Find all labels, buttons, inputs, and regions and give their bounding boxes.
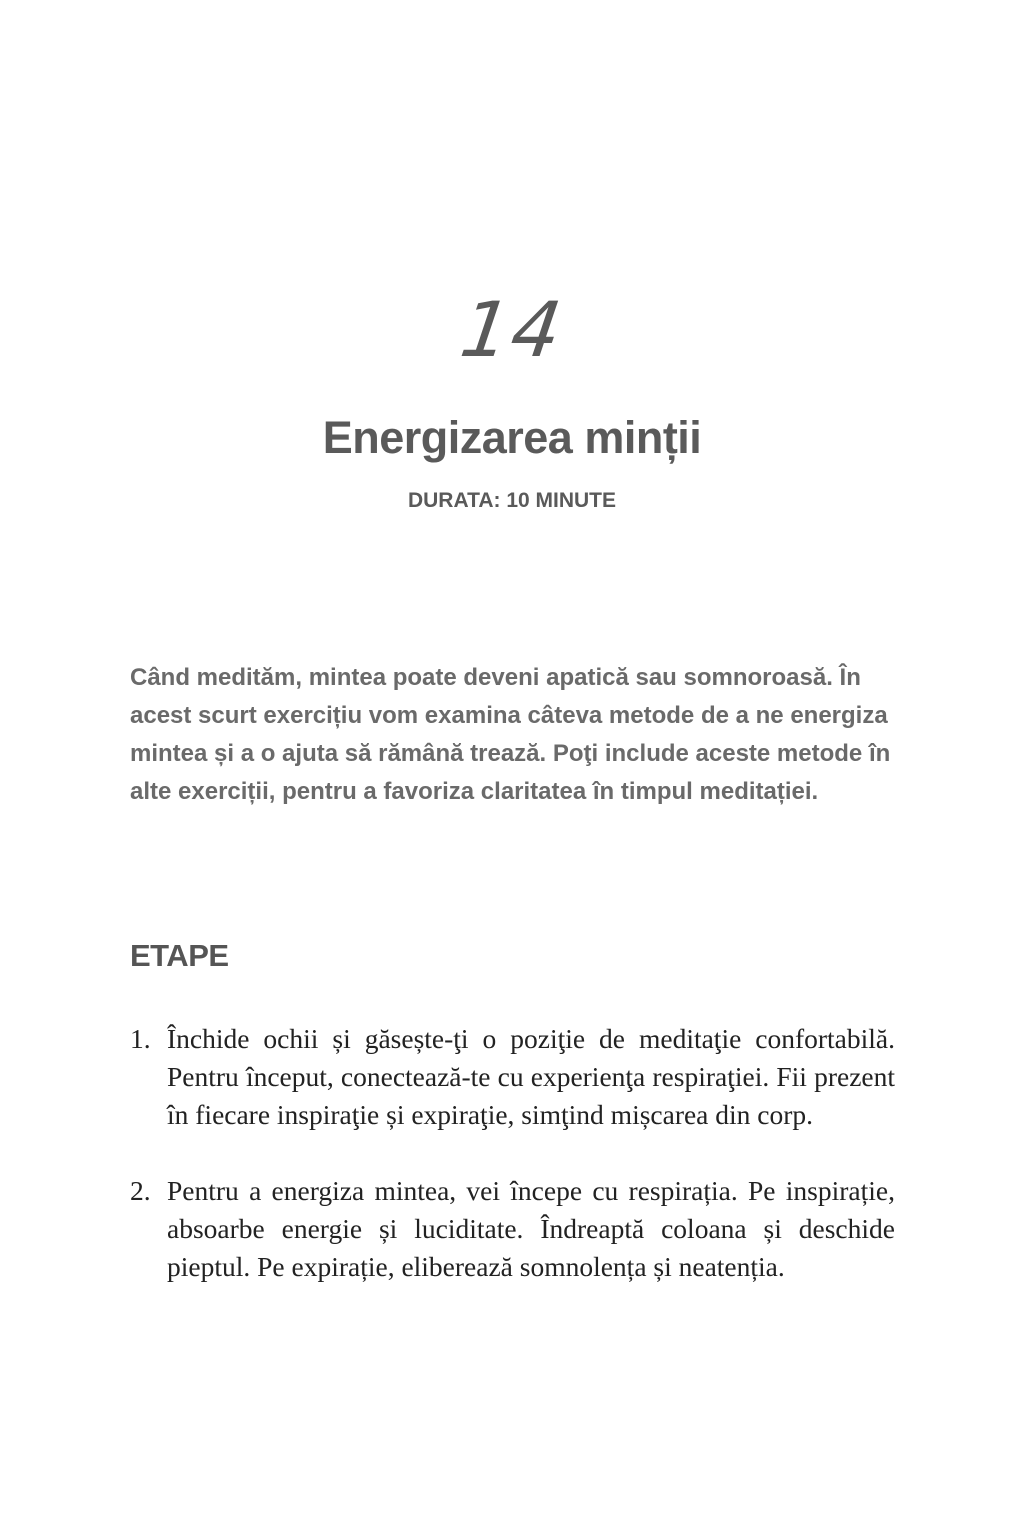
step-item-1 — [130, 1020, 895, 1134]
step-item-2 — [130, 1172, 895, 1286]
chapter-title: Energizarea minții — [322, 412, 702, 463]
step-text: Pentru a energiza mintea, vei începe cu respirația. Pe inspirație, absoarbe energie și luciditate. Îndreaptă coloana și deschide pieptul. Pe expirație, eliberează somnolența și neatenția. — [167, 1175, 895, 1282]
step-number: 2. — [130, 1175, 151, 1206]
chapter-duration: DURATA: 10 MINUTE — [407, 489, 617, 512]
steps-list — [130, 1020, 895, 1286]
steps-heading: ETAPE — [130, 938, 229, 973]
step-number: 1. — [130, 1023, 151, 1054]
step-text: Închide ochii și găsește-ţi o poziţie de meditaţie confortabilă. Pentru început, conectează-te cu experienţa respiraţiei. Fii prezent în fiecare inspiraţie și expiraţie, simţind mișcarea din corp. — [167, 1023, 895, 1130]
chapter-number: 14 — [455, 285, 569, 374]
intro-paragraph: Când medităm, mintea poate deveni apatică sau somnoroasă. În acest scurt exercițiu vom examina câteva metode de a ne energiza mintea și a o ajuta să rămână trează. Poţi include aceste metode în alte exerciții, pentru a favoriza claritatea în timpul meditației. — [130, 664, 891, 805]
